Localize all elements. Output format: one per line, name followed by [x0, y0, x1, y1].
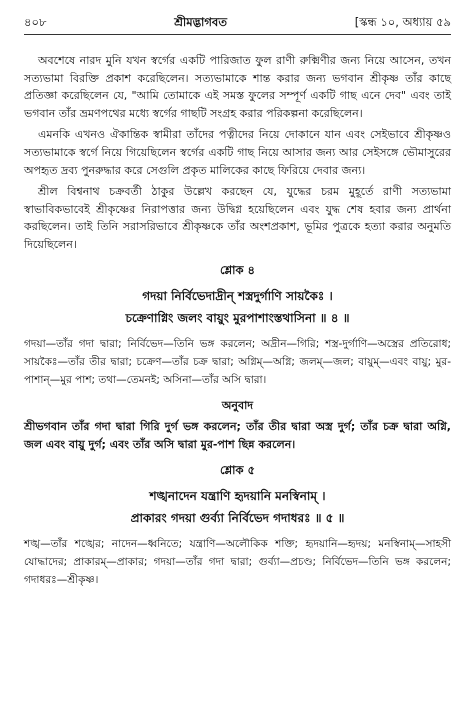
page-number: ৪০৮: [24, 15, 47, 29]
purport-paragraph: অবশেষে নারদ মুনি যখন স্বর্গের একটি পারিজাত ফুল রাণী রুক্মিণীর জন্য নিয়ে আসেন, তখন সত্যভামা বিরক্তি প্রকাশ করেছিলেন। সত্যভামাকে শান্ত করার জন্য ভগবান শ্রীকৃষ্ণ তাঁর কাছে প্রতিজ্ঞা করেছিলেন যে, "আমি তোমাকে এই সমস্ত ফুলের সম্পূর্ণ একটি গাছ এনে দেব" এবং তাই ভগবান তাঁর ভ্রমণপথের মধ্যে স্বর্গের গাছটি সংগ্রহ করার পরিকল্পনা করেছিলেন।: [24, 54, 451, 120]
page-header: [24, 14, 451, 33]
book-title: শ্রীমদ্ভাগবত: [174, 15, 227, 29]
verse-4-heading: শ্লোক ৪: [219, 262, 256, 277]
verse-4-synonyms: গদয়া—তাঁর গদা দ্বারা; নির্বিভেদ—তিনি ভঙ্গ করলেন; অদ্রীন—গিরি; শস্ত্র-দুর্গাণি—অস্ত্রের প্রতিরোধ; সায়কৈঃ—তাঁর তীর দ্বারা; চক্রেণ—তাঁর চক্র দ্বারা; অগ্নিম্—অগ্নি; জলম্—জল; বায়ুম্—এবং বায়ু; মুর-পাশান্—মুর পাশ; তথা—তেমনই; অসিনা—তাঁর অসি দ্বারা।: [24, 337, 451, 386]
page-body: [24, 52, 451, 589]
header-rule: [24, 34, 451, 35]
verse-5-line-2: প্রাকারং গদয়া গুর্ব্যা নির্বিভেদ গদাধরঃ ॥ ৫ ॥: [130, 510, 345, 525]
verse-5-line-1: শঙ্খনাদেন যন্ত্রাণি হৃদয়ানি মনস্বিনাম্ ।: [149, 488, 326, 503]
verse-5-synonyms: শঙ্খ—তাঁর শঙ্খের; নাদেন—ধ্বনিতে; যন্ত্রাণি—অলৌকিক শক্তি; হৃদয়ানি—হৃদয়; মনস্বিনাম্—সাহসী যোদ্ধাদের; প্রাকারম্—প্রাকার; গদয়া—তাঁর গদা দ্বারা; গুর্ব্যা—প্রচণ্ড; নির্বিভেদ—তিনি ভঙ্গ করলেন; গদাধরঃ—শ্রীকৃষ্ণ।: [24, 537, 451, 586]
verse-4-translation: শ্রীভগবান তাঁর গদা দ্বারা গিরি দুর্গ ভঙ্গ করলেন; তাঁর তীর দ্বারা অস্ত্র দুর্গ; তাঁর চক্র দ্বারা অগ্নি, জল এবং বায়ু দুর্গ; এবং তাঁর অসি দ্বারা মুর-পাশ ছিন্ন করলেন।: [24, 419, 451, 451]
section-label: [স্কন্ধ ১০, অধ্যায় ৫৯: [354, 15, 451, 29]
purport-paragraph: এমনকি এখনও ঐকান্তিক স্বামীরা তাঁদের পত্নীদের নিয়ে দোকানে যান এবং সেইভাবে শ্রীকৃষ্ণও সত্যভামাকে স্বর্গে নিয়ে গিয়েছিলেন স্বর্গের একটি গাছ নিয়ে আসার জন্য আর সেইসঙ্গে ভৌমাসুরের অপহৃত দ্রব্য পুনরুদ্ধার করে সেগুলি প্রকৃত মালিকের কাছে ফিরিয়ে দেবার জন্য।: [24, 128, 451, 177]
verse-4-line-1: গদয়া নির্বিভেদাদ্রীন্ শস্ত্রদুর্গাণি সায়কৈঃ ।: [142, 288, 333, 303]
verse-4-line-2: চক্রেণাগ্নিং জলং বায়ুং মুরপাশাংস্তথাসিনা ॥ ৪ ॥: [125, 310, 350, 325]
verse-5-heading: শ্লোক ৫: [219, 462, 256, 477]
purport-paragraph: শ্রীল বিশ্বনাথ চক্রবর্তী ঠাকুর উল্লেখ করছেন যে, যুদ্ধের চরম মুহূর্তে রাণী সত্যভামা স্বাভাবিকভাবেই শ্রীকৃষ্ণের নিরাপত্তার জন্য উদ্বিগ্ন হয়েছিলেন এবং যুদ্ধ শেষ হবার জন্য প্রার্থনা করছিলেন। তাই তিনি সরাসরিভাবে শ্রীকৃষ্ণকে তাঁর অংশপ্রকাশ, ভূমির পুত্রকে হত্যা করার অনুমতি দিয়েছিলেন।: [24, 185, 451, 251]
translation-heading: অনুবাদ: [221, 398, 254, 412]
